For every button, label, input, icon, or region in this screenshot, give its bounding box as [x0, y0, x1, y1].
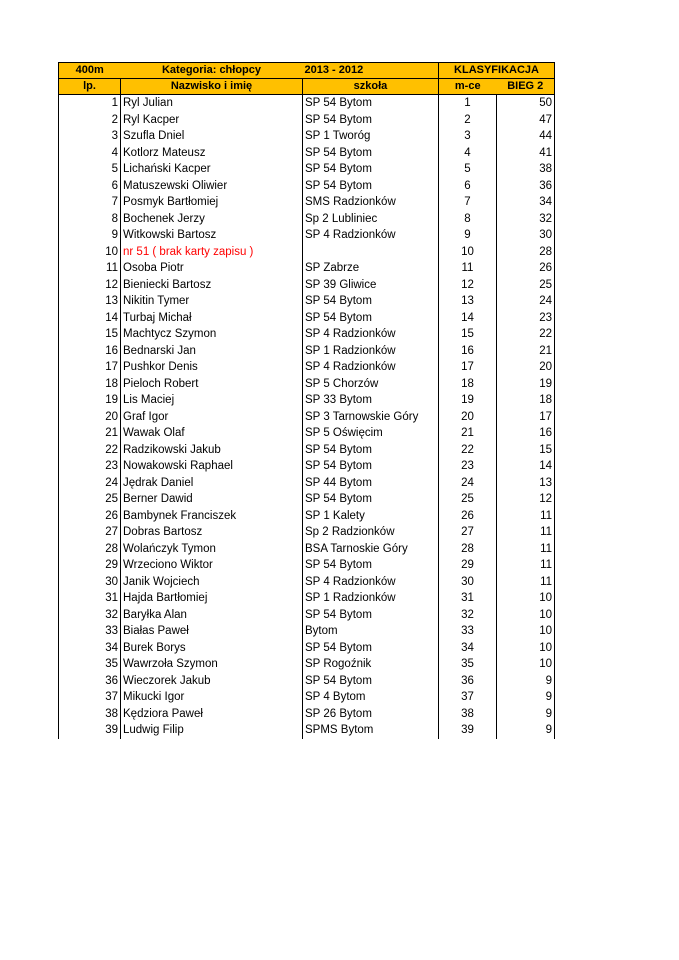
years-label: 2013 - 2012 [303, 63, 439, 79]
athlete-name: Wawak Olaf [121, 425, 303, 442]
row-number: 18 [59, 376, 121, 393]
row-number: 3 [59, 128, 121, 145]
school-name: SP 54 Bytom [303, 293, 439, 310]
school-name: SP 54 Bytom [303, 178, 439, 195]
table-row [59, 359, 555, 376]
athlete-name: Wolańczyk Tymon [121, 541, 303, 558]
school-name: SP 4 Bytom [303, 689, 439, 706]
school-name: SP 44 Bytom [303, 475, 439, 492]
table-row [59, 227, 555, 244]
points-value: 11 [497, 541, 555, 558]
points-value: 9 [497, 689, 555, 706]
points-value: 10 [497, 623, 555, 640]
school-name: SP 1 Kalety [303, 508, 439, 525]
table-row [59, 607, 555, 624]
place-value: 17 [439, 359, 497, 376]
row-number: 1 [59, 95, 121, 112]
athlete-name: Ludwig Filip [121, 722, 303, 739]
row-number: 39 [59, 722, 121, 739]
table-row [59, 95, 555, 112]
place-value: 20 [439, 409, 497, 426]
athlete-name: Nikitin Tymer [121, 293, 303, 310]
table-row [59, 425, 555, 442]
row-number: 37 [59, 689, 121, 706]
table-row [59, 491, 555, 508]
table-row [59, 194, 555, 211]
row-number: 24 [59, 475, 121, 492]
athlete-name: Białas Paweł [121, 623, 303, 640]
table-row [59, 557, 555, 574]
row-number: 21 [59, 425, 121, 442]
col-header-lp: lp. [59, 79, 121, 95]
row-number: 34 [59, 640, 121, 657]
points-value: 17 [497, 409, 555, 426]
school-name: SP 4 Radzionków [303, 574, 439, 591]
table-row [59, 376, 555, 393]
place-value: 2 [439, 112, 497, 129]
points-value: 11 [497, 574, 555, 591]
school-name: BSA Tarnoskie Góry [303, 541, 439, 558]
table-row [59, 475, 555, 492]
place-value: 39 [439, 722, 497, 739]
place-value: 14 [439, 310, 497, 327]
points-value: 18 [497, 392, 555, 409]
points-value: 10 [497, 607, 555, 624]
col-header-name: Nazwisko i imię [121, 79, 303, 95]
row-number: 7 [59, 194, 121, 211]
place-value: 34 [439, 640, 497, 657]
place-value: 27 [439, 524, 497, 541]
athlete-name: Lichański Kacper [121, 161, 303, 178]
place-value: 16 [439, 343, 497, 360]
school-name: SP 54 Bytom [303, 112, 439, 129]
row-number: 38 [59, 706, 121, 723]
table-row [59, 128, 555, 145]
col-header-place: m-ce [439, 79, 497, 95]
school-name: SP 1 Tworóg [303, 128, 439, 145]
athlete-name: Radzikowski Jakub [121, 442, 303, 459]
row-number: 15 [59, 326, 121, 343]
athlete-name: Bednarski Jan [121, 343, 303, 360]
table-row [59, 590, 555, 607]
row-number: 14 [59, 310, 121, 327]
table-row [59, 409, 555, 426]
athlete-name: Turbaj Michał [121, 310, 303, 327]
points-value: 44 [497, 128, 555, 145]
table-row [59, 574, 555, 591]
points-value: 10 [497, 656, 555, 673]
points-value: 47 [497, 112, 555, 129]
row-number: 29 [59, 557, 121, 574]
athlete-name: Pushkor Denis [121, 359, 303, 376]
points-value: 9 [497, 722, 555, 739]
school-name: SP 4 Radzionków [303, 326, 439, 343]
row-number: 2 [59, 112, 121, 129]
table-row [59, 326, 555, 343]
athlete-name: Machtycz Szymon [121, 326, 303, 343]
table-row [59, 442, 555, 459]
row-number: 23 [59, 458, 121, 475]
table-row [59, 458, 555, 475]
athlete-name: Dobras Bartosz [121, 524, 303, 541]
school-name: SP Rogoźnik [303, 656, 439, 673]
athlete-name: Wawrzoła Szymon [121, 656, 303, 673]
points-value: 13 [497, 475, 555, 492]
points-value: 22 [497, 326, 555, 343]
table-row [59, 524, 555, 541]
place-value: 28 [439, 541, 497, 558]
col-header-points: BIEG 2 [497, 79, 555, 95]
school-name [303, 244, 439, 261]
place-value: 26 [439, 508, 497, 525]
points-value: 16 [497, 425, 555, 442]
place-value: 7 [439, 194, 497, 211]
table-row [59, 260, 555, 277]
row-number: 20 [59, 409, 121, 426]
points-value: 32 [497, 211, 555, 228]
place-value: 29 [439, 557, 497, 574]
points-value: 12 [497, 491, 555, 508]
points-value: 36 [497, 178, 555, 195]
points-value: 11 [497, 557, 555, 574]
points-value: 20 [497, 359, 555, 376]
athlete-name: Ryl Kacper [121, 112, 303, 129]
table-row [59, 392, 555, 409]
place-value: 32 [439, 607, 497, 624]
athlete-name: Lis Maciej [121, 392, 303, 409]
points-value: 10 [497, 590, 555, 607]
table-row [59, 211, 555, 228]
category-label: Kategoria: chłopcy [121, 63, 303, 79]
athlete-name: Posmyk Bartłomiej [121, 194, 303, 211]
classification-label: KLASYFIKACJA [439, 63, 555, 79]
school-name: SP 54 Bytom [303, 145, 439, 162]
points-value: 25 [497, 277, 555, 294]
place-value: 19 [439, 392, 497, 409]
points-value: 11 [497, 524, 555, 541]
distance-label: 400m [59, 63, 121, 79]
athlete-name: Pieloch Robert [121, 376, 303, 393]
points-value: 9 [497, 706, 555, 723]
place-value: 35 [439, 656, 497, 673]
school-name: SP 54 Bytom [303, 557, 439, 574]
row-number: 13 [59, 293, 121, 310]
table-row [59, 689, 555, 706]
row-number: 28 [59, 541, 121, 558]
school-name: SP 54 Bytom [303, 161, 439, 178]
place-value: 10 [439, 244, 497, 261]
points-value: 21 [497, 343, 555, 360]
place-value: 11 [439, 260, 497, 277]
athlete-name: Matuszewski Oliwier [121, 178, 303, 195]
row-number: 32 [59, 607, 121, 624]
results-table [58, 62, 555, 739]
place-value: 9 [439, 227, 497, 244]
place-value: 33 [439, 623, 497, 640]
place-value: 38 [439, 706, 497, 723]
points-value: 28 [497, 244, 555, 261]
row-number: 9 [59, 227, 121, 244]
school-name: SP 4 Radzionków [303, 227, 439, 244]
points-value: 38 [497, 161, 555, 178]
school-name: SP 54 Bytom [303, 310, 439, 327]
row-number: 17 [59, 359, 121, 376]
place-value: 3 [439, 128, 497, 145]
points-value: 26 [497, 260, 555, 277]
row-number: 6 [59, 178, 121, 195]
school-name: SP 39 Gliwice [303, 277, 439, 294]
points-value: 15 [497, 442, 555, 459]
points-value: 30 [497, 227, 555, 244]
row-number: 12 [59, 277, 121, 294]
athlete-name: Bieniecki Bartosz [121, 277, 303, 294]
school-name: SP 33 Bytom [303, 392, 439, 409]
athlete-name: nr 51 ( brak karty zapisu ) [121, 244, 303, 261]
place-value: 25 [439, 491, 497, 508]
athlete-name: Berner Dawid [121, 491, 303, 508]
place-value: 36 [439, 673, 497, 690]
points-value: 23 [497, 310, 555, 327]
school-name: SP 54 Bytom [303, 491, 439, 508]
school-name: SP 1 Radzionków [303, 590, 439, 607]
points-value: 24 [497, 293, 555, 310]
place-value: 30 [439, 574, 497, 591]
results-sheet [58, 62, 554, 739]
athlete-name: Mikucki Igor [121, 689, 303, 706]
athlete-name: Bambynek Franciszek [121, 508, 303, 525]
athlete-name: Hajda Bartłomiej [121, 590, 303, 607]
school-name: SP 54 Bytom [303, 607, 439, 624]
school-name: SP 54 Bytom [303, 673, 439, 690]
table-row [59, 112, 555, 129]
table-row [59, 178, 555, 195]
athlete-name: Bochenek Jerzy [121, 211, 303, 228]
table-row [59, 623, 555, 640]
row-number: 16 [59, 343, 121, 360]
place-value: 4 [439, 145, 497, 162]
school-name: Bytom [303, 623, 439, 640]
col-header-school: szkoła [303, 79, 439, 95]
row-number: 33 [59, 623, 121, 640]
athlete-name: Wrzeciono Wiktor [121, 557, 303, 574]
table-row [59, 706, 555, 723]
row-number: 27 [59, 524, 121, 541]
table-row [59, 277, 555, 294]
school-name: SP 54 Bytom [303, 95, 439, 112]
row-number: 11 [59, 260, 121, 277]
column-header-row [59, 79, 555, 95]
athlete-name: Baryłka Alan [121, 607, 303, 624]
row-number: 31 [59, 590, 121, 607]
points-value: 34 [497, 194, 555, 211]
school-name: SPMS Bytom [303, 722, 439, 739]
row-number: 30 [59, 574, 121, 591]
place-value: 31 [439, 590, 497, 607]
athlete-name: Janik Wojciech [121, 574, 303, 591]
place-value: 18 [439, 376, 497, 393]
table-row [59, 310, 555, 327]
school-name: SP Zabrze [303, 260, 439, 277]
school-name: SP 54 Bytom [303, 442, 439, 459]
place-value: 12 [439, 277, 497, 294]
points-value: 10 [497, 640, 555, 657]
table-row [59, 293, 555, 310]
athlete-name: Ryl Julian [121, 95, 303, 112]
table-row [59, 244, 555, 261]
row-number: 36 [59, 673, 121, 690]
row-number: 4 [59, 145, 121, 162]
athlete-name: Nowakowski Raphael [121, 458, 303, 475]
points-value: 50 [497, 95, 555, 112]
table-row [59, 145, 555, 162]
table-row [59, 541, 555, 558]
place-value: 22 [439, 442, 497, 459]
table-row [59, 722, 555, 739]
place-value: 24 [439, 475, 497, 492]
table-row [59, 640, 555, 657]
place-value: 1 [439, 95, 497, 112]
school-name: SP 54 Bytom [303, 640, 439, 657]
athlete-name: Osoba Piotr [121, 260, 303, 277]
athlete-name: Witkowski Bartosz [121, 227, 303, 244]
title-row [59, 63, 555, 79]
points-value: 19 [497, 376, 555, 393]
place-value: 23 [439, 458, 497, 475]
place-value: 21 [439, 425, 497, 442]
athlete-name: Burek Borys [121, 640, 303, 657]
school-name: SP 3 Tarnowskie Góry [303, 409, 439, 426]
row-number: 5 [59, 161, 121, 178]
athlete-name: Szufla Dniel [121, 128, 303, 145]
place-value: 37 [439, 689, 497, 706]
points-value: 41 [497, 145, 555, 162]
school-name: SP 4 Radzionków [303, 359, 439, 376]
athlete-name: Kędziora Paweł [121, 706, 303, 723]
school-name: Sp 2 Lubliniec [303, 211, 439, 228]
table-row [59, 343, 555, 360]
athlete-name: Jędrak Daniel [121, 475, 303, 492]
place-value: 13 [439, 293, 497, 310]
table-row [59, 161, 555, 178]
points-value: 11 [497, 508, 555, 525]
table-row [59, 673, 555, 690]
place-value: 15 [439, 326, 497, 343]
school-name: SP 5 Chorzów [303, 376, 439, 393]
points-value: 14 [497, 458, 555, 475]
row-number: 10 [59, 244, 121, 261]
table-row [59, 656, 555, 673]
place-value: 8 [439, 211, 497, 228]
school-name: SP 54 Bytom [303, 458, 439, 475]
athlete-name: Graf Igor [121, 409, 303, 426]
row-number: 19 [59, 392, 121, 409]
points-value: 9 [497, 673, 555, 690]
row-number: 26 [59, 508, 121, 525]
athlete-name: Wieczorek Jakub [121, 673, 303, 690]
athlete-name: Kotlorz Mateusz [121, 145, 303, 162]
row-number: 8 [59, 211, 121, 228]
row-number: 35 [59, 656, 121, 673]
school-name: Sp 2 Radzionków [303, 524, 439, 541]
row-number: 25 [59, 491, 121, 508]
place-value: 5 [439, 161, 497, 178]
school-name: SP 5 Oświęcim [303, 425, 439, 442]
place-value: 6 [439, 178, 497, 195]
school-name: SP 1 Radzionków [303, 343, 439, 360]
school-name: SP 26 Bytom [303, 706, 439, 723]
school-name: SMS Radzionków [303, 194, 439, 211]
row-number: 22 [59, 442, 121, 459]
table-row [59, 508, 555, 525]
